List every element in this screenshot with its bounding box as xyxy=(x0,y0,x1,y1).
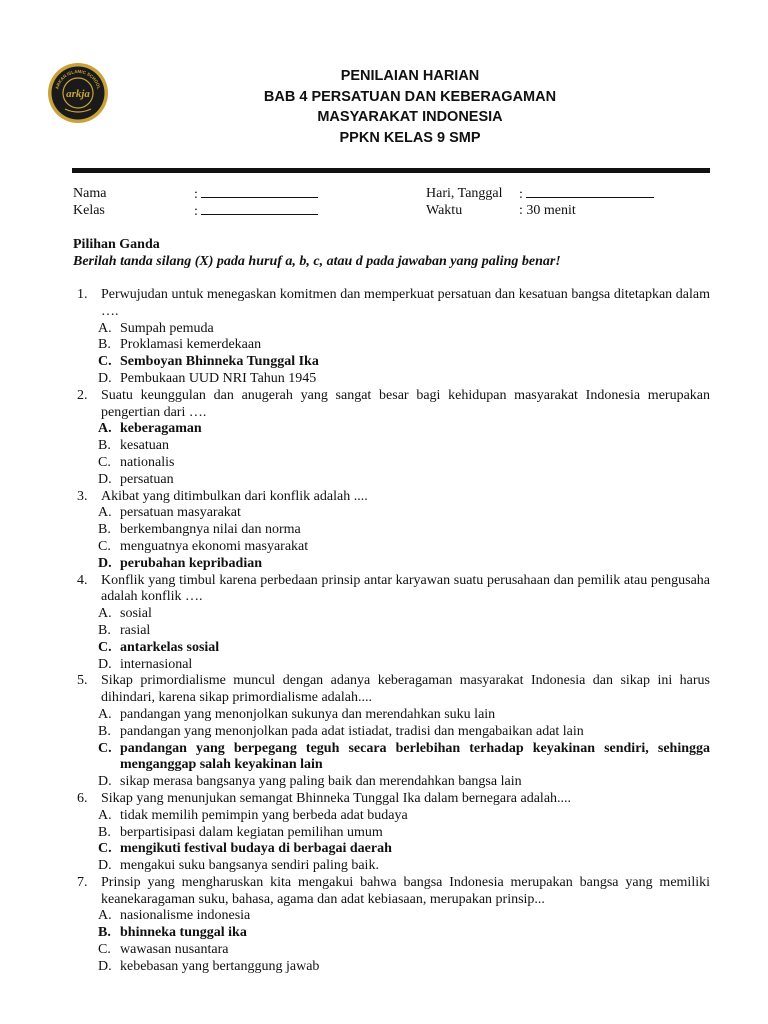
nama-label: Nama xyxy=(73,186,107,201)
answer-option[interactable] xyxy=(73,657,710,674)
option-letter: B. xyxy=(98,622,111,638)
option-letter: C. xyxy=(98,740,112,756)
header-subject: PPKN KELAS 9 SMP xyxy=(339,129,481,146)
question-item xyxy=(73,875,710,909)
answer-option[interactable] xyxy=(73,472,710,489)
nama-field[interactable] xyxy=(194,185,318,203)
option-text: antarkelas sosial xyxy=(120,639,220,655)
option-text: nasionalisme indonesia xyxy=(120,908,251,924)
question-text: Suatu keunggulan dan anugerah yang sangat besar bagi kehidupan masyarakat Indonesia merupakan pengertian dari …. xyxy=(101,387,710,420)
option-letter: A. xyxy=(98,908,112,924)
option-text: mengakui suku bangsanya sendiri paling baik. xyxy=(120,858,379,874)
nama-colon: : xyxy=(194,187,198,202)
option-letter: D. xyxy=(98,958,112,974)
option-letter: A. xyxy=(98,706,112,722)
kelas-colon: : xyxy=(194,204,198,219)
school-logo xyxy=(47,62,109,124)
option-text: Proklamasi kemerdekaan xyxy=(120,337,262,353)
answer-option[interactable] xyxy=(73,841,710,858)
answer-option[interactable] xyxy=(73,774,710,791)
exam-header xyxy=(140,66,680,148)
option-letter: B. xyxy=(98,824,111,840)
answer-option[interactable] xyxy=(73,741,710,775)
option-letter: D. xyxy=(98,370,112,386)
option-letter: C. xyxy=(98,354,112,370)
option-letter: A. xyxy=(98,505,112,521)
answer-option[interactable] xyxy=(73,959,710,976)
option-text: nationalis xyxy=(120,454,175,470)
answer-option[interactable] xyxy=(73,707,710,724)
question-number: 1. xyxy=(77,287,88,302)
option-letter: D. xyxy=(98,858,112,874)
question-item xyxy=(73,673,710,707)
section-multiple-choice xyxy=(73,236,561,270)
answer-option[interactable] xyxy=(73,337,710,354)
option-text: Pembukaan UUD NRI Tahun 1945 xyxy=(120,370,317,386)
header-chapter: BAB 4 PERSATUAN DAN KEBERAGAMAN xyxy=(263,88,557,105)
question-list xyxy=(73,287,710,976)
option-letter: B. xyxy=(98,438,111,454)
header-title: PENILAIAN HARIAN xyxy=(340,68,480,84)
option-text: berkembangnya nilai dan norma xyxy=(120,522,301,538)
option-letter: C. xyxy=(98,538,111,554)
answer-option[interactable] xyxy=(73,724,710,741)
question-text: Sikap primordialisme muncul dengan adanya keberagaman masyarakat Indonesia dan sikap ini harus dihindari, karena sikap primordialisme adalah.... xyxy=(101,673,710,706)
question-item xyxy=(73,791,710,808)
option-text: keberagaman xyxy=(120,421,202,437)
answer-option[interactable] xyxy=(73,371,710,388)
option-letter: A. xyxy=(98,421,112,437)
option-letter: C. xyxy=(98,454,111,470)
nama-blank[interactable] xyxy=(201,185,318,198)
option-letter: A. xyxy=(98,320,112,336)
answer-option[interactable] xyxy=(73,438,710,455)
answer-option[interactable] xyxy=(73,354,710,371)
option-letter: A. xyxy=(98,606,112,622)
option-text: persatuan xyxy=(120,471,174,487)
question-item xyxy=(73,573,710,607)
waktu-label: Waktu xyxy=(426,203,463,218)
option-text: berpartisipasi dalam kegiatan pemilihan umum xyxy=(120,824,383,840)
kelas-blank[interactable] xyxy=(201,202,318,215)
answer-option[interactable] xyxy=(73,825,710,842)
question-item xyxy=(73,489,710,506)
header-chapter-cont: MASYARAKAT INDONESIA xyxy=(317,109,503,125)
option-text: perubahan kepribadian xyxy=(120,555,262,571)
question-text: Konflik yang timbul karena perbedaan prinsip antar karyawan suatu perusahaan dan pemilik atau pengusaha adalah konflik …. xyxy=(101,572,710,605)
question-number: 2. xyxy=(77,387,88,403)
kelas-field[interactable] xyxy=(194,202,318,220)
option-text: wawasan nusantara xyxy=(120,942,229,958)
answer-option[interactable] xyxy=(73,908,710,925)
option-text: persatuan masyarakat xyxy=(120,505,241,521)
option-text: kesatuan xyxy=(120,438,169,454)
option-letter: D. xyxy=(98,656,112,672)
option-letter: D. xyxy=(98,555,112,571)
question-text: Sikap yang menunjukan semangat Bhinneka Tunggal Ika dalam bernegara adalah.... xyxy=(101,790,572,806)
option-text: menguatnya ekonomi masyarakat xyxy=(120,538,309,554)
option-letter: A. xyxy=(98,807,112,823)
option-text: pandangan yang berpegang teguh secara berlebihan terhadap keyakinan sendiri, sehingga menganggap salah keyakinan lain xyxy=(120,740,710,773)
answer-option[interactable] xyxy=(73,942,710,959)
logo-school-name: ARKAN ISLAMIC SCHOOL xyxy=(54,68,102,90)
question-text: Akibat yang ditimbulkan dari konflik adalah .... xyxy=(101,488,368,504)
answer-option[interactable] xyxy=(73,522,710,539)
answer-option[interactable] xyxy=(73,858,710,875)
answer-option[interactable] xyxy=(73,539,710,556)
logo-mark: arkja xyxy=(66,88,90,100)
hari-label: Hari, Tanggal xyxy=(426,186,503,201)
answer-option[interactable] xyxy=(73,808,710,825)
option-text: bhinneka tunggal ika xyxy=(120,925,247,941)
header-divider xyxy=(72,168,710,173)
option-text: Sumpah pemuda xyxy=(120,320,214,336)
hari-field[interactable] xyxy=(519,185,654,203)
option-letter: C. xyxy=(98,942,111,958)
answer-option[interactable] xyxy=(73,455,710,472)
question-item xyxy=(73,388,710,422)
answer-option[interactable] xyxy=(73,556,710,573)
option-text: Semboyan Bhinneka Tunggal Ika xyxy=(120,354,319,370)
answer-option[interactable] xyxy=(73,925,710,942)
option-letter: D. xyxy=(98,471,112,487)
option-letter: B. xyxy=(98,522,111,538)
option-letter: B. xyxy=(98,723,111,739)
option-text: tidak memilih pemimpin yang berbeda adat budaya xyxy=(120,807,408,823)
question-number: 7. xyxy=(77,874,88,890)
answer-option[interactable] xyxy=(73,505,710,522)
kelas-label: Kelas xyxy=(73,203,105,218)
option-text: mengikuti festival budaya di berbagai daerah xyxy=(120,841,392,857)
question-number: 4. xyxy=(77,572,88,588)
question-item xyxy=(73,287,710,321)
option-letter: C. xyxy=(98,841,112,857)
option-letter: D. xyxy=(98,774,112,790)
option-letter: C. xyxy=(98,639,112,655)
question-number: 3. xyxy=(77,488,88,504)
hari-colon: : xyxy=(519,187,523,202)
answer-option[interactable] xyxy=(73,640,710,657)
option-text: pandangan yang menonjolkan sukunya dan merendahkan suku lain xyxy=(120,706,496,722)
waktu-value: : 30 menit xyxy=(519,203,576,218)
answer-option[interactable] xyxy=(73,623,710,640)
option-text: sikap merasa bangsanya yang paling baik dan merendahkan bangsa lain xyxy=(120,774,522,790)
question-number: 6. xyxy=(77,790,88,806)
option-text: rasial xyxy=(120,622,151,638)
section-instruction: Berilah tanda silang (X) pada huruf a, b, c, atau d pada jawaban yang paling benar! xyxy=(73,254,561,269)
hari-blank[interactable] xyxy=(526,185,654,198)
answer-option[interactable] xyxy=(73,321,710,338)
section-title: Pilihan Ganda xyxy=(73,237,160,252)
question-text: Prinsip yang mengharuskan kita mengakui bahwa bangsa Indonesia merupakan bangsa yang memiliki keanekaragaman suku, bahasa, agama dan adat kebiasaan, merupakan prinsip... xyxy=(101,874,710,907)
option-text: internasional xyxy=(120,656,193,672)
question-number: 5. xyxy=(77,673,88,689)
option-text: sosial xyxy=(120,606,152,622)
answer-option[interactable] xyxy=(73,606,710,623)
question-text: Perwujudan untuk menegaskan komitmen dan memperkuat persatuan dan kesatuan bangsa ditetapkan dalam …. xyxy=(101,287,710,319)
option-text: kebebasan yang bertanggung jawab xyxy=(120,958,320,974)
option-letter: B. xyxy=(98,337,111,353)
answer-option[interactable] xyxy=(73,421,710,438)
option-text: pandangan yang menonjolkan pada adat istiadat, tradisi dan mengabaikan adat lain xyxy=(120,723,584,739)
option-letter: B. xyxy=(98,925,111,941)
